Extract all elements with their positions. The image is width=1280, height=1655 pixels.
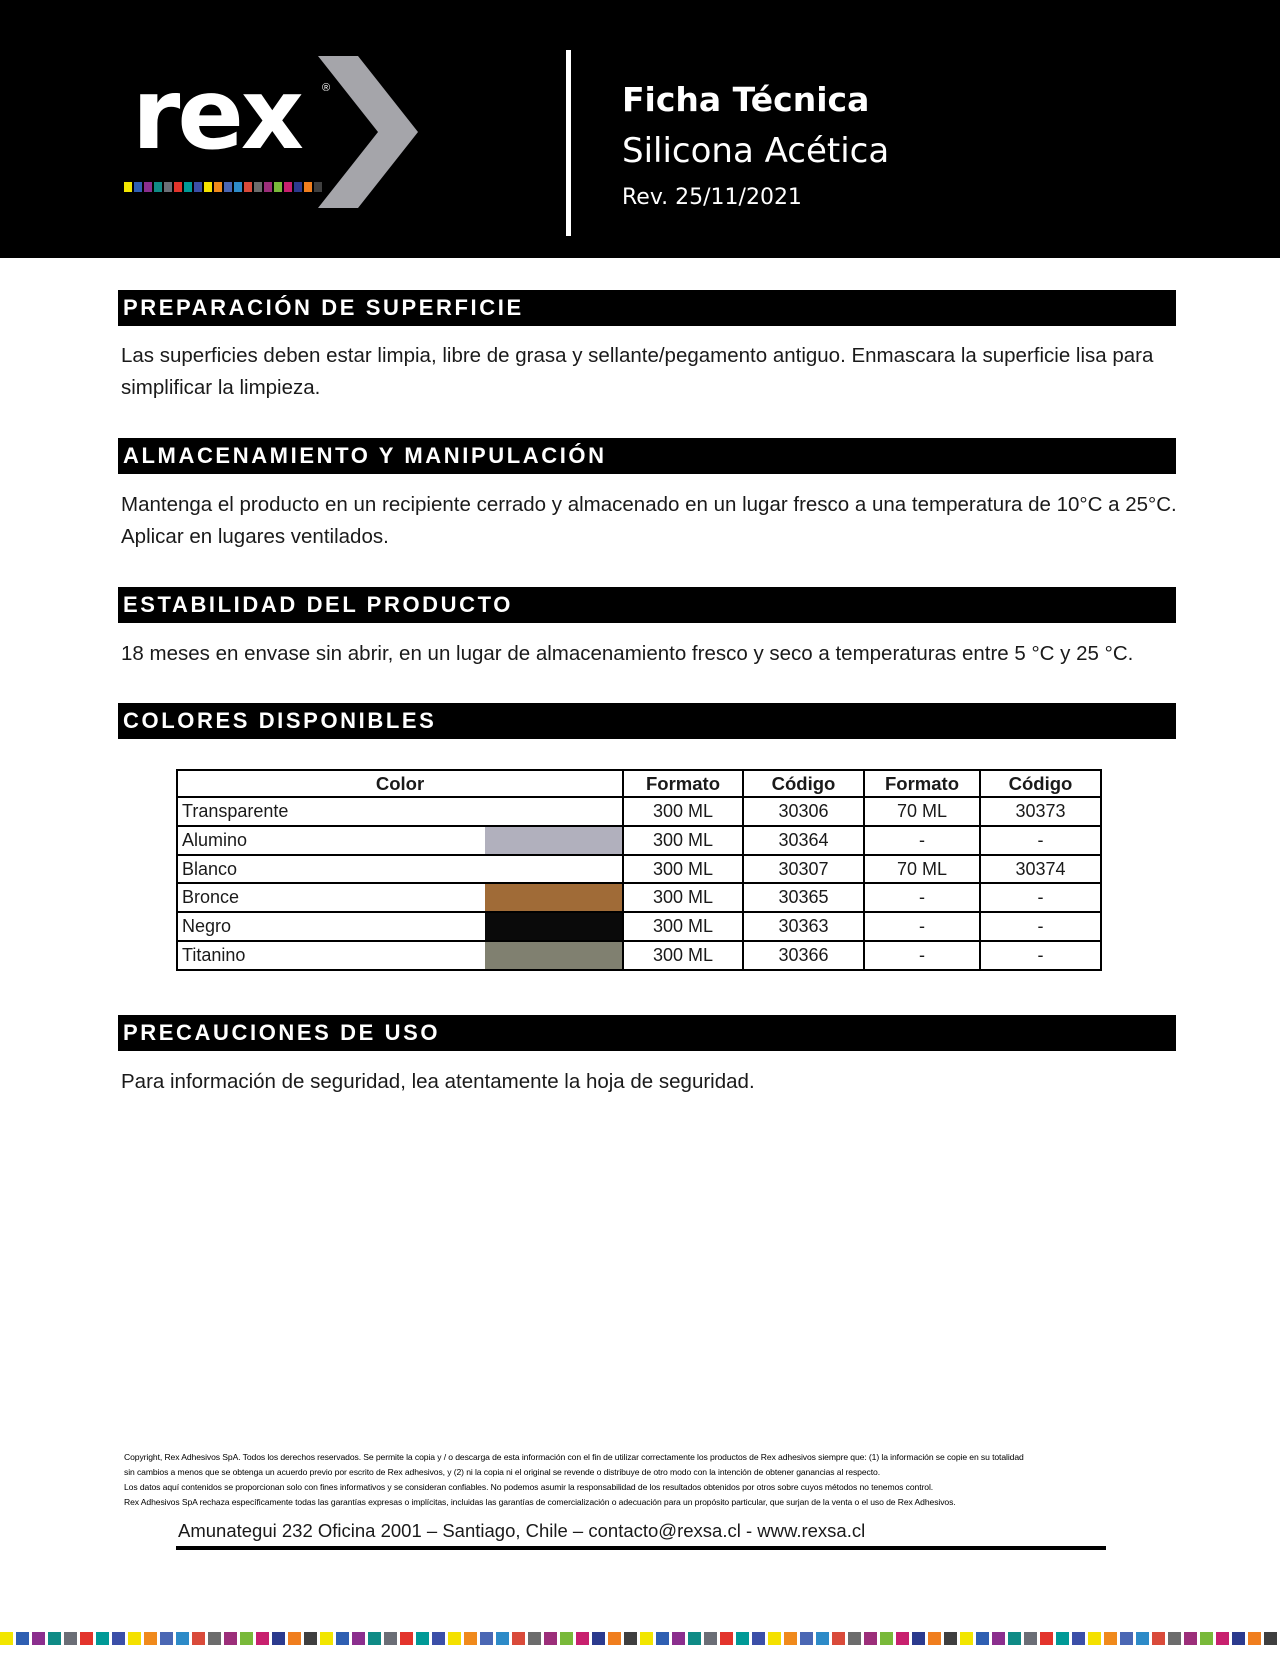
color-square: [284, 182, 292, 192]
format-70: -: [864, 883, 980, 912]
code-70: 30374: [980, 855, 1101, 884]
color-square: [304, 182, 312, 192]
code-300: 30363: [743, 912, 864, 941]
color-square: [816, 1632, 829, 1645]
color-square: [1104, 1632, 1117, 1645]
color-square: [184, 182, 192, 192]
footer-color-strip: [0, 1632, 1280, 1645]
color-square: [320, 1632, 333, 1645]
color-square: [512, 1632, 525, 1645]
color-square: [272, 1632, 285, 1645]
color-square: [214, 182, 222, 192]
color-square: [576, 1632, 589, 1645]
code-300: 30364: [743, 826, 864, 855]
color-square: [400, 1632, 413, 1645]
color-square: [288, 1632, 301, 1645]
color-square: [96, 1632, 109, 1645]
color-name: Alumino: [177, 826, 485, 855]
color-square: [64, 1632, 77, 1645]
format-300: 300 ML: [623, 855, 743, 884]
color-square: [448, 1632, 461, 1645]
code-300: 30307: [743, 855, 864, 884]
color-square: [464, 1632, 477, 1645]
color-square: [864, 1632, 877, 1645]
color-square: [204, 182, 212, 192]
color-square: [592, 1632, 605, 1645]
stability-text: 18 meses en envase sin abrir, en un lugar de almacenamiento fresco y seco a temperaturas entre 5 °C y 25 °C.: [121, 642, 1134, 665]
header-code-2: Código: [980, 770, 1101, 797]
legal-line: Rex Adhesivos SpA rechaza específicamente todas las garantías expresas o implícitas, incluidas las garantías de comercialización o adecuación para un propósito particular, que surjan de la venta o el uso de Rex Adhesivos.: [124, 1497, 956, 1507]
color-square: [1264, 1632, 1277, 1645]
color-square: [752, 1632, 765, 1645]
contact-info: Amunategui 232 Oficina 2001 – Santiago, Chile – contacto@rexsa.cl - www.rexsa.cl: [178, 1520, 866, 1541]
color-square: [16, 1632, 29, 1645]
color-square: [1120, 1632, 1133, 1645]
table-row: [177, 883, 1101, 912]
format-300: 300 ML: [623, 826, 743, 855]
color-square: [244, 182, 252, 192]
color-square: [160, 1632, 173, 1645]
header-format-1: Formato: [623, 770, 743, 797]
color-square: [192, 1632, 205, 1645]
color-square: [800, 1632, 813, 1645]
color-square: [224, 182, 232, 192]
color-square: [1168, 1632, 1181, 1645]
color-name: Bronce: [177, 883, 485, 912]
color-square: [1248, 1632, 1261, 1645]
registered-mark: ®: [322, 82, 331, 94]
color-square: [736, 1632, 749, 1645]
color-square: [720, 1632, 733, 1645]
color-square: [254, 182, 262, 192]
color-name: Titanino: [177, 941, 485, 970]
color-square: [1152, 1632, 1165, 1645]
color-square: [1056, 1632, 1069, 1645]
color-square: [688, 1632, 701, 1645]
color-square: [496, 1632, 509, 1645]
color-square: [944, 1632, 957, 1645]
color-square: [134, 182, 142, 192]
code-70: -: [980, 883, 1101, 912]
product-name: Silicona Acética: [622, 131, 890, 171]
color-swatch: [485, 912, 623, 941]
color-square: [1216, 1632, 1229, 1645]
color-square: [704, 1632, 717, 1645]
color-square: [416, 1632, 429, 1645]
code-300: 30365: [743, 883, 864, 912]
color-square: [32, 1632, 45, 1645]
color-swatch: [485, 883, 623, 912]
color-square: [656, 1632, 669, 1645]
colors-table: [176, 769, 1102, 971]
section-title-precautions: PRECAUCIONES DE USO: [118, 1015, 1176, 1051]
format-300: 300 ML: [623, 797, 743, 826]
color-square: [314, 182, 322, 192]
color-square: [1184, 1632, 1197, 1645]
table-row: [177, 855, 1101, 884]
color-square: [208, 1632, 221, 1645]
section-title-colors: COLORES DISPONIBLES: [118, 703, 1176, 739]
color-square: [274, 182, 282, 192]
table-row: [177, 912, 1101, 941]
color-square: [128, 1632, 141, 1645]
format-300: 300 ML: [623, 883, 743, 912]
header-code-1: Código: [743, 770, 864, 797]
color-square: [0, 1632, 13, 1645]
color-square: [880, 1632, 893, 1645]
color-square: [176, 1632, 189, 1645]
color-square: [384, 1632, 397, 1645]
color-square: [48, 1632, 61, 1645]
color-square: [1040, 1632, 1053, 1645]
color-name: Transparente: [177, 797, 485, 826]
format-70: 70 ML: [864, 855, 980, 884]
header-banner: [0, 0, 1280, 258]
header-color: Color: [177, 770, 623, 797]
format-70: -: [864, 826, 980, 855]
color-square: [1232, 1632, 1245, 1645]
format-70: 70 ML: [864, 797, 980, 826]
color-square: [640, 1632, 653, 1645]
color-square: [912, 1632, 925, 1645]
color-name: Negro: [177, 912, 485, 941]
color-square: [528, 1632, 541, 1645]
color-square: [124, 182, 132, 192]
color-square: [1200, 1632, 1213, 1645]
color-square: [304, 1632, 317, 1645]
table-row: [177, 826, 1101, 855]
legal-line: sin cambios a menos que se obtenga un acuerdo previo por escrito de Rex adhesivos, y (2) ni la copia ni el original se revende o distribuye de otro modo con la intención de obtener ganancias al respecto.: [124, 1467, 880, 1477]
legal-disclaimer: [124, 1450, 1178, 1510]
color-square: [256, 1632, 269, 1645]
color-square: [608, 1632, 621, 1645]
precautions-text: Para información de seguridad, lea atentamente la hoja de seguridad.: [121, 1070, 755, 1093]
color-square: [368, 1632, 381, 1645]
code-300: 30366: [743, 941, 864, 970]
color-square: [960, 1632, 973, 1645]
surface-text: Las superficies deben estar limpia, libre de grasa y sellante/pegamento antiguo. Enmascara la superficie lisa para simplificar la limpieza.: [121, 344, 1154, 399]
legal-line: Copyright, Rex Adhesivos SpA. Todos los derechos reservados. Se permite la copia y / o descarga de esta información con el fin de utilizar correctamente los productos de Rex adhesivos siempre que: (1) la información se copie en su totalidad: [124, 1452, 1024, 1462]
footer-rule: [176, 1546, 1106, 1550]
color-square: [624, 1632, 637, 1645]
color-square: [264, 182, 272, 192]
legal-line: Los datos aquí contenidos se proporcionan solo con fines informativos y se consideran confiables. No podemos asumir la responsabilidad de los resultados obtenidos por otros sobre cuyos métodos no tenemos control.: [124, 1482, 934, 1492]
format-300: 300 ML: [623, 941, 743, 970]
document-type: Ficha Técnica: [622, 80, 870, 119]
color-square: [928, 1632, 941, 1645]
color-swatch: [485, 826, 623, 855]
color-square: [144, 1632, 157, 1645]
header-divider: [566, 50, 571, 236]
header-format-2: Formato: [864, 770, 980, 797]
color-square: [240, 1632, 253, 1645]
color-name: Blanco: [177, 855, 485, 884]
color-square: [174, 182, 182, 192]
color-square: [896, 1632, 909, 1645]
color-square: [480, 1632, 493, 1645]
color-swatch: [485, 855, 623, 884]
color-square: [154, 182, 162, 192]
code-70: -: [980, 912, 1101, 941]
color-square: [1072, 1632, 1085, 1645]
format-70: -: [864, 912, 980, 941]
code-70: 30373: [980, 797, 1101, 826]
color-square: [976, 1632, 989, 1645]
color-square: [784, 1632, 797, 1645]
table-header-row: [177, 770, 1101, 797]
color-square: [544, 1632, 557, 1645]
color-square: [560, 1632, 573, 1645]
code-300: 30306: [743, 797, 864, 826]
storage-text: Mantenga el producto en un recipiente cerrado y almacenado en un lugar fresco a una temperatura de 10°C a 25°C. Aplicar en lugares ventilados.: [121, 493, 1177, 548]
table-row: [177, 941, 1101, 970]
color-swatch: [485, 941, 623, 970]
color-square: [144, 182, 152, 192]
color-square: [112, 1632, 125, 1645]
color-square: [672, 1632, 685, 1645]
revision-date: Rev. 25/11/2021: [622, 185, 802, 210]
color-swatch: [485, 797, 623, 826]
format-70: -: [864, 941, 980, 970]
table-row: [177, 797, 1101, 826]
color-square: [80, 1632, 93, 1645]
color-square: [294, 182, 302, 192]
color-square: [336, 1632, 349, 1645]
chevron-logo-icon: [318, 56, 418, 208]
color-square: [768, 1632, 781, 1645]
section-title-surface: PREPARACIÓN DE SUPERFICIE: [118, 290, 1176, 326]
color-square: [992, 1632, 1005, 1645]
code-70: -: [980, 826, 1101, 855]
color-square: [1136, 1632, 1149, 1645]
section-title-stability: ESTABILIDAD DEL PRODUCTO: [118, 587, 1176, 623]
color-square: [224, 1632, 237, 1645]
color-square: [352, 1632, 365, 1645]
color-square: [1024, 1632, 1037, 1645]
color-square: [234, 182, 242, 192]
color-square: [1088, 1632, 1101, 1645]
color-square: [164, 182, 172, 192]
color-square: [1008, 1632, 1021, 1645]
code-70: -: [980, 941, 1101, 970]
color-square: [832, 1632, 845, 1645]
logo-color-strip: [124, 182, 322, 192]
section-title-storage: ALMACENAMIENTO Y MANIPULACIÓN: [118, 438, 1176, 474]
color-square: [848, 1632, 861, 1645]
brand-logo: rex: [132, 58, 302, 172]
color-square: [194, 182, 202, 192]
color-square: [432, 1632, 445, 1645]
format-300: 300 ML: [623, 912, 743, 941]
